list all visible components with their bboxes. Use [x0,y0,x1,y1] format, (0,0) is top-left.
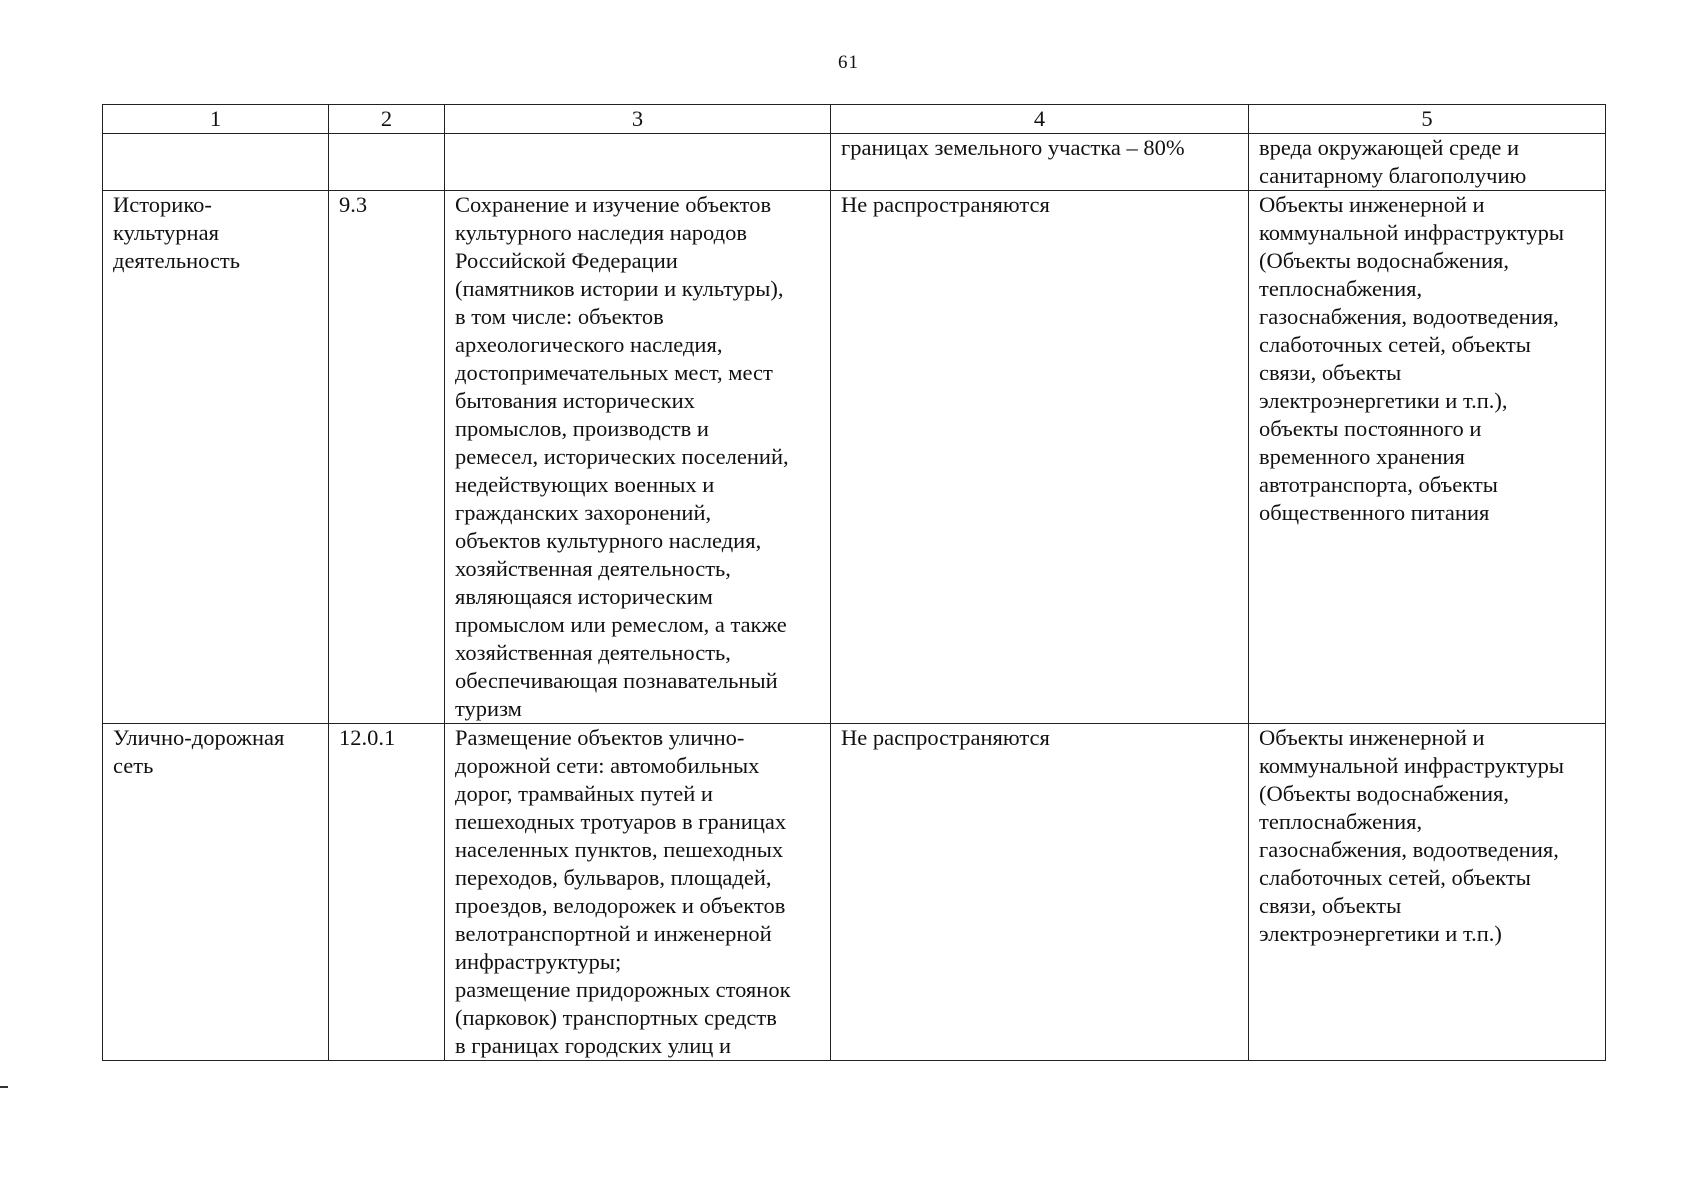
table-cell [445,191,831,724]
table-cell [329,724,445,1061]
table-row-continuation [103,134,1606,191]
cell-text: Улично-дорожная сеть [113,725,285,778]
column-header-1: 1 [103,105,329,134]
table-row-street-road-network [103,724,1606,1061]
table-cell [1249,134,1606,191]
cell-text: Не распространяются [841,192,1050,217]
cell-text: 9.3 [339,192,368,217]
table-cell [1249,724,1606,1061]
table-header-row [103,105,1606,134]
page-number: 61 [838,52,859,73]
cell-text: Размещение объектов улично- дорожной сети: автомобильных дорог, трамвайных путей и пешеходных тротуаров в границах населенных пунктов, пешеходных переходов, бульваров, площадей, проездов, велодорожек и объектов велотранспортной и инженерной инфраструктуры; размещение придорожных стоянок (парковок) транспортных средств в границах городских улиц и [455,725,791,1058]
table-cell [831,134,1249,191]
cell-text: Объекты инженерной и коммунальной инфраструктуры (Объекты водоснабжения, теплоснабжения, газоснабжения, водоотведения, слаботочных сетей, объекты связи, объекты электроэнергетики и т.п.), объекты постоянного и временного хранения автотранспорта, объекты общественного питания [1259,192,1564,525]
table-cell [103,191,329,724]
table-cell [445,724,831,1061]
table-cell [329,191,445,724]
table-cell [445,134,831,191]
column-header-5: 5 [1249,105,1606,134]
regulations-table [102,104,1606,1061]
column-header-4: 4 [831,105,1249,134]
cell-text: 12.0.1 [339,725,396,750]
cell-text: границах земельного участка – 80% [841,135,1185,160]
table-cell [103,134,329,191]
cell-text: Сохранение и изучение объектов культурного наследия народов Российской Федерации (памятников истории и культуры), в том числе: объектов археологического наследия, достопримечательных мест, мест бытования исторических промыслов, производств и ремесел, исторических поселений, недействующих военных и гражданских захоронений, объектов культурного наследия, хозяйственная деятельность, являющаяся историческим промыслом или ремеслом, а также хозяйственная деятельность, обеспечивающая познавательный туризм [455,192,789,721]
table-cell [831,191,1249,724]
table-row-historical-cultural [103,191,1606,724]
table-cell [103,724,329,1061]
table-cell [329,134,445,191]
table-cell [831,724,1249,1061]
column-header-3: 3 [445,105,831,134]
scan-margin-mark [0,1086,8,1088]
cell-text: Не распространяются [841,725,1050,750]
column-header-2: 2 [329,105,445,134]
cell-text: Историко- культурная деятельность [113,192,241,273]
cell-text: Объекты инженерной и коммунальной инфраструктуры (Объекты водоснабжения, теплоснабжения, газоснабжения, водоотведения, слаботочных сетей, объекты связи, объекты электроэнергетики и т.п.) [1259,725,1564,946]
cell-text: вреда окружающей среде и санитарному благополучию [1259,135,1527,188]
table-cell [1249,191,1606,724]
